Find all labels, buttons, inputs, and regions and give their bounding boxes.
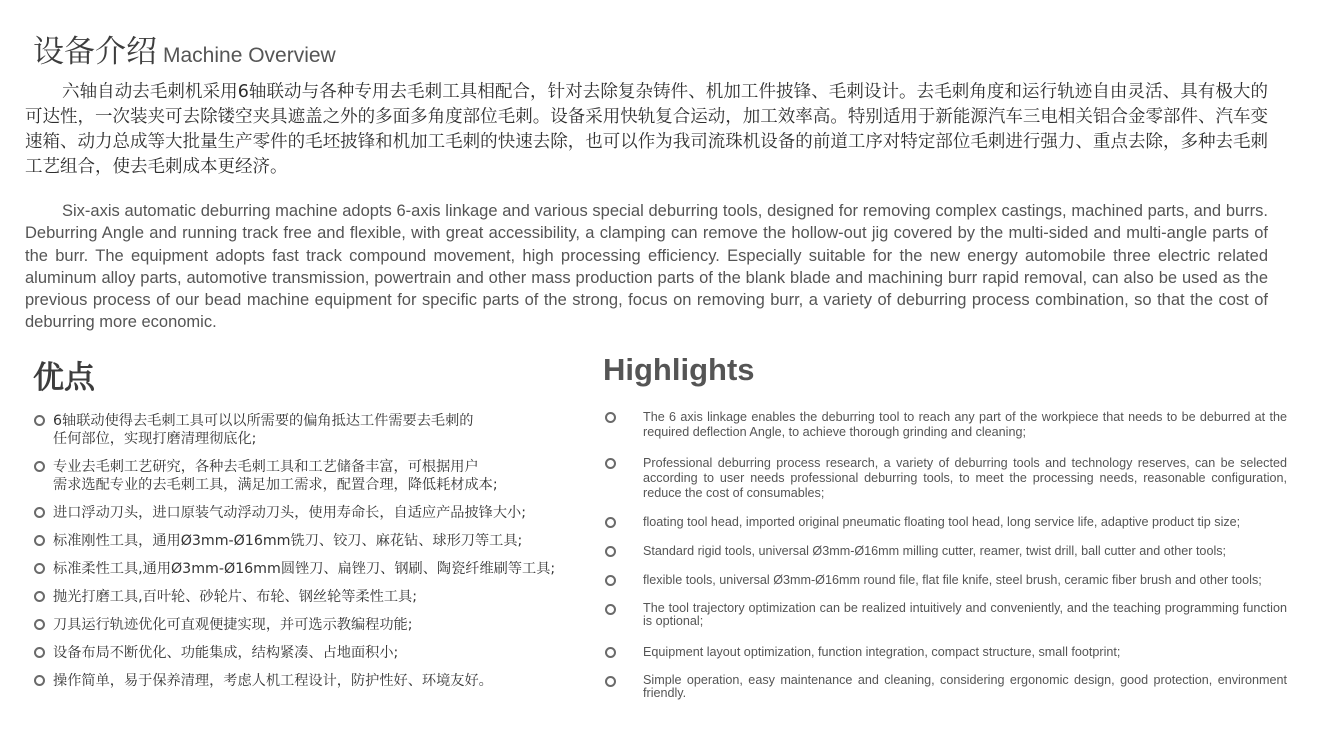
- page-title: [33, 26, 336, 70]
- list-item-text: The 6 axis linkage enables the deburring tool to reach any part of the workpiece that needs to be deburred at the required deflection Angle, to achieve thorough grinding and cleaning;: [643, 410, 1287, 439]
- highlights-list-zh: [34, 412, 594, 690]
- bullet-icon: [605, 412, 616, 423]
- list-item-text: flexible tools, universal Ø3mm-Ø16mm round file, flat file knife, steel brush, ceramic fiber brush and other tools;: [643, 573, 1262, 587]
- list-item-text: Equipment layout optimization, function integration, compact structure, small footprint;: [643, 645, 1121, 659]
- list-item: [605, 544, 1287, 559]
- list-item: [34, 458, 594, 494]
- list-item-text: Simple operation, easy maintenance and cleaning, considering ergonomic design, good protection, environment friendly.: [643, 673, 1287, 700]
- list-item: [605, 674, 1287, 700]
- bullet-icon: [605, 647, 616, 658]
- bullet-icon: [605, 575, 616, 586]
- list-item-text: 操作简单，易于保养清理，考虑人机工程设计，防护性好、环境友好。: [53, 673, 493, 689]
- intro-paragraph-en: Six-axis automatic deburring machine adopts 6-axis linkage and various special deburring tools, designed for removing complex castings, machined parts, and burrs. Deburring Angle and running track free and flexible, with great accessibility, a clamping can remove the hollow-out jig covered by the multi-sided and multi-angle parts of the burr. The equipment adopts fast track compound movement, high processing efficiency. Especially suitable for the new energy automobile three electric related aluminum alloy parts, automotive transmission, powertrain and other mass production parts of the blank blade and machining burr rapid removal, can also be used as the previous process of our bead machine equipment for specific parts of the strong, focus on removing burr, a variety of deburring process combination, so that the cost of deburring more economic.: [25, 202, 1268, 332]
- bullet-icon: [605, 604, 616, 615]
- list-item: [34, 504, 594, 522]
- intro-paragraph-zh: 六轴自动去毛刺机采用6轴联动与各种专用去毛刺工具相配合，针对去除复杂铸件、机加工件披锋、毛刺设计。去毛刺角度和运行轨迹自由灵活、具有极大的可达性，一次装夹可去除镂空夹具遮盖之外的多面多角度部位毛刺。设备采用快轨复合运动，加工效率高。特别适用于新能源汽车三电相关铝合金零部件、汽车变速箱、动力总成等大批量生产零件的毛坯披锋和机加工毛刺的快速去除，也可以作为我司流珠机设备的前道工序对特定部位毛刺进行强力、重点去除，多种去毛刺工艺组合，使去毛刺成本更经济。: [25, 82, 1268, 177]
- list-item: [34, 616, 594, 634]
- list-item: [605, 456, 1287, 501]
- highlights-heading-en: Highlights: [603, 352, 755, 387]
- list-item: [605, 515, 1287, 530]
- bullet-icon: [34, 461, 45, 472]
- list-item: [34, 560, 594, 578]
- list-item: [34, 412, 594, 448]
- list-item: [605, 602, 1287, 628]
- list-item-text: 标准柔性工具,通用Ø3mm-Ø16mm圆锉刀、扁锉刀、钢刷、陶瓷纤维刷等工具;: [53, 561, 556, 577]
- bullet-icon: [605, 517, 616, 528]
- list-item-text: 进口浮动刀头，进口原装气动浮动刀头，使用寿命长，自适应产品披锋大小;: [53, 505, 526, 521]
- bullet-icon: [605, 458, 616, 469]
- list-item: [605, 645, 1287, 660]
- list-item: [34, 532, 594, 550]
- bullet-icon: [34, 415, 45, 426]
- highlights-heading-zh: 优点: [33, 360, 95, 396]
- list-item-text: 标准刚性工具，通用Ø3mm-Ø16mm铣刀、铰刀、麻花钻、球形刀等工具;: [53, 533, 523, 549]
- bullet-icon: [34, 619, 45, 630]
- list-item: [605, 573, 1287, 588]
- list-item-text: Standard rigid tools, universal Ø3mm-Ø16mm milling cutter, reamer, twist drill, ball cutter and other tools;: [643, 544, 1227, 558]
- list-item-text: 专业去毛刺工艺研究，各种去毛刺工具和工艺储备丰富，可根据用户: [53, 459, 479, 475]
- bullet-icon: [34, 563, 45, 574]
- list-item-text-continued: 需求选配专业的去毛刺工具，满足加工需求，配置合理，降低耗材成本;: [53, 477, 498, 493]
- bullet-icon: [34, 535, 45, 546]
- list-item: [34, 588, 594, 606]
- bullet-icon: [605, 676, 616, 687]
- list-item: [605, 410, 1287, 440]
- list-item-text: 抛光打磨工具,百叶轮、砂轮片、布轮、钢丝轮等柔性工具;: [53, 589, 417, 605]
- page-title-en: Machine Overview: [163, 44, 336, 67]
- list-item: [34, 644, 594, 662]
- list-item-text: The tool trajectory optimization can be realized intuitively and conveniently, and the teaching programming function is optional;: [643, 601, 1287, 628]
- list-item-text: 设备布局不断优化、功能集成，结构紧凑、占地面积小;: [53, 645, 399, 661]
- bullet-icon: [34, 591, 45, 602]
- bullet-icon: [34, 647, 45, 658]
- list-item-text: 6轴联动使得去毛刺工具可以以所需要的偏角抵达工件需要去毛刺的: [53, 413, 474, 429]
- bullet-icon: [34, 675, 45, 686]
- list-item-text: 刀具运行轨迹优化可直观便捷实现，并可选示教编程功能;: [53, 617, 413, 633]
- page-title-zh: 设备介绍: [33, 34, 157, 70]
- bullet-icon: [34, 507, 45, 518]
- list-item-text: floating tool head, imported original pneumatic floating tool head, long service life, adaptive product tip size;: [643, 515, 1241, 529]
- list-item-text-continued: 任何部位，实现打磨清理彻底化;: [53, 431, 257, 447]
- list-item: [34, 672, 594, 690]
- list-item-text: Professional deburring process research, a variety of deburring tools and technology reserves, can be selected according to user needs professional deburring tools, to meet the processing needs, reasonable configuration, reduce the cost of consumables;: [643, 456, 1287, 500]
- bullet-icon: [605, 546, 616, 557]
- highlights-list-en: [605, 410, 1287, 700]
